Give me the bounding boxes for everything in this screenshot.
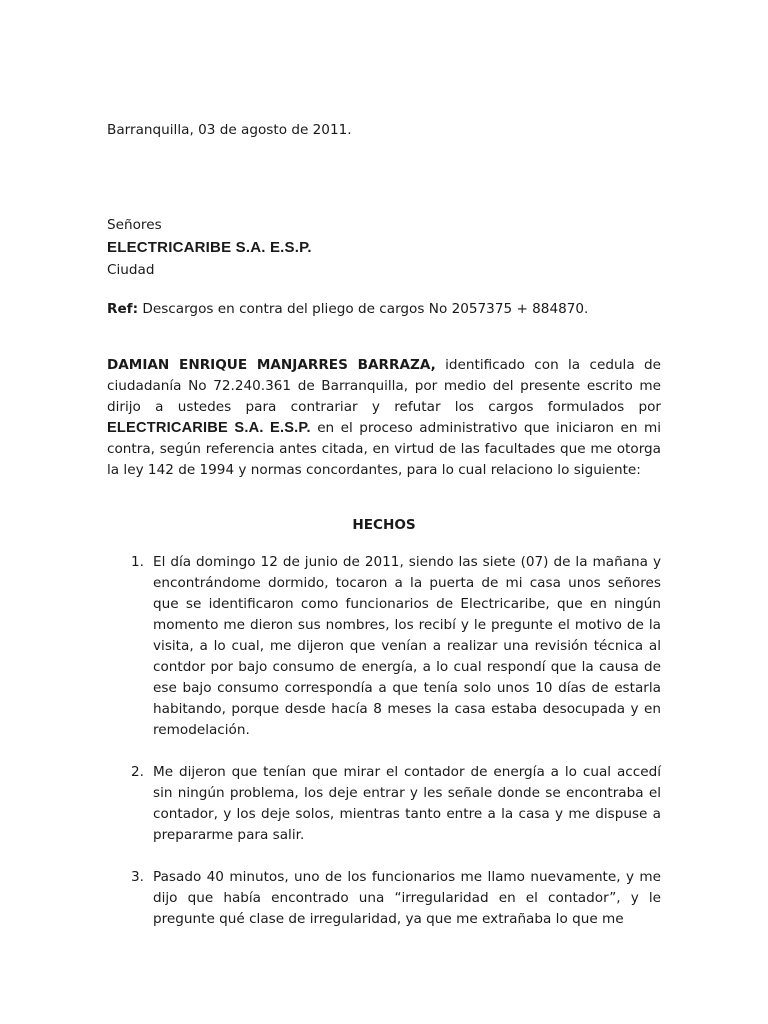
list-item-number: 2. (131, 764, 144, 780)
list-item-number: 3. (131, 869, 144, 885)
facts-list (107, 552, 661, 951)
intro-text-part2: en el proceso administrativo que iniciaron en mi contra, según referencia antes citada, en virtud de las facultades que me otorga la ley 142 de 1994 y normas concordantes, para lo cual relaciono lo siguiente: (107, 420, 661, 478)
reference-line (107, 299, 667, 320)
section-heading: HECHOS (352, 517, 416, 533)
intro-text-part1: identificado con la cedula de ciudadanía No 72.240.361 de Barranquilla, por medio del presente escrito me dirijo a ustedes para contrariar y refutar los cargos formulados por (107, 357, 662, 415)
list-item (107, 762, 661, 846)
date-line: Barranquilla, 03 de agosto de 2011. (107, 122, 352, 138)
ref-label: Ref: (107, 301, 139, 317)
salutation: Señores (107, 217, 162, 233)
intro-company-name: ELECTRICARIBE S.A. E.S.P. (107, 420, 311, 436)
list-item (107, 867, 661, 930)
intro-paragraph (107, 355, 661, 481)
addressee-block (107, 215, 667, 281)
list-item-number: 1. (131, 554, 144, 570)
ref-text: Descargos en contra del pliego de cargos No 2057375 + 884870. (138, 301, 589, 317)
list-item (107, 552, 661, 741)
list-item-text: Me dijeron que tenían que mirar el contador de energía a lo cual accedí sin ningún problema, los deje entrar y les señale donde se encontraba el contador, y los deje solos, mientras tanto entre a la casa y me dispuse a prepararme para salir. (153, 764, 661, 843)
company-name: ELECTRICARIBE S.A. E.S.P. (107, 239, 312, 256)
sender-name: DAMIAN ENRIQUE MANJARRES BARRAZA, (107, 357, 436, 373)
list-item-text: Pasado 40 minutos, uno de los funcionarios me llamo nuevamente, y me dijo que había encontrado una “irregularidad en el contador”, y le pregunte qué clase de irregularidad, ya que me extrañaba lo que me (153, 869, 661, 927)
list-item-text: El día domingo 12 de junio de 2011, siendo las siete (07) de la mañana y encontrándome dormido, tocaron a la puerta de mi casa unos señores que se identificaron como funcionarios de Electricaribe, que en ningún momento me dieron sus nombres, los recibí y le pregunte el motivo de la visita, a lo cual, me dijeron que venían a realizar una revisión técnica al contdor por bajo consumo de energía, a lo cual respondí que la causa de ese bajo consumo correspondía a que tenía solo unos 10 días de estarla habitando, porque desde hacía 8 meses la casa estaba desocupada y en remodelación. (153, 554, 661, 738)
city-line: Ciudad (107, 262, 155, 278)
